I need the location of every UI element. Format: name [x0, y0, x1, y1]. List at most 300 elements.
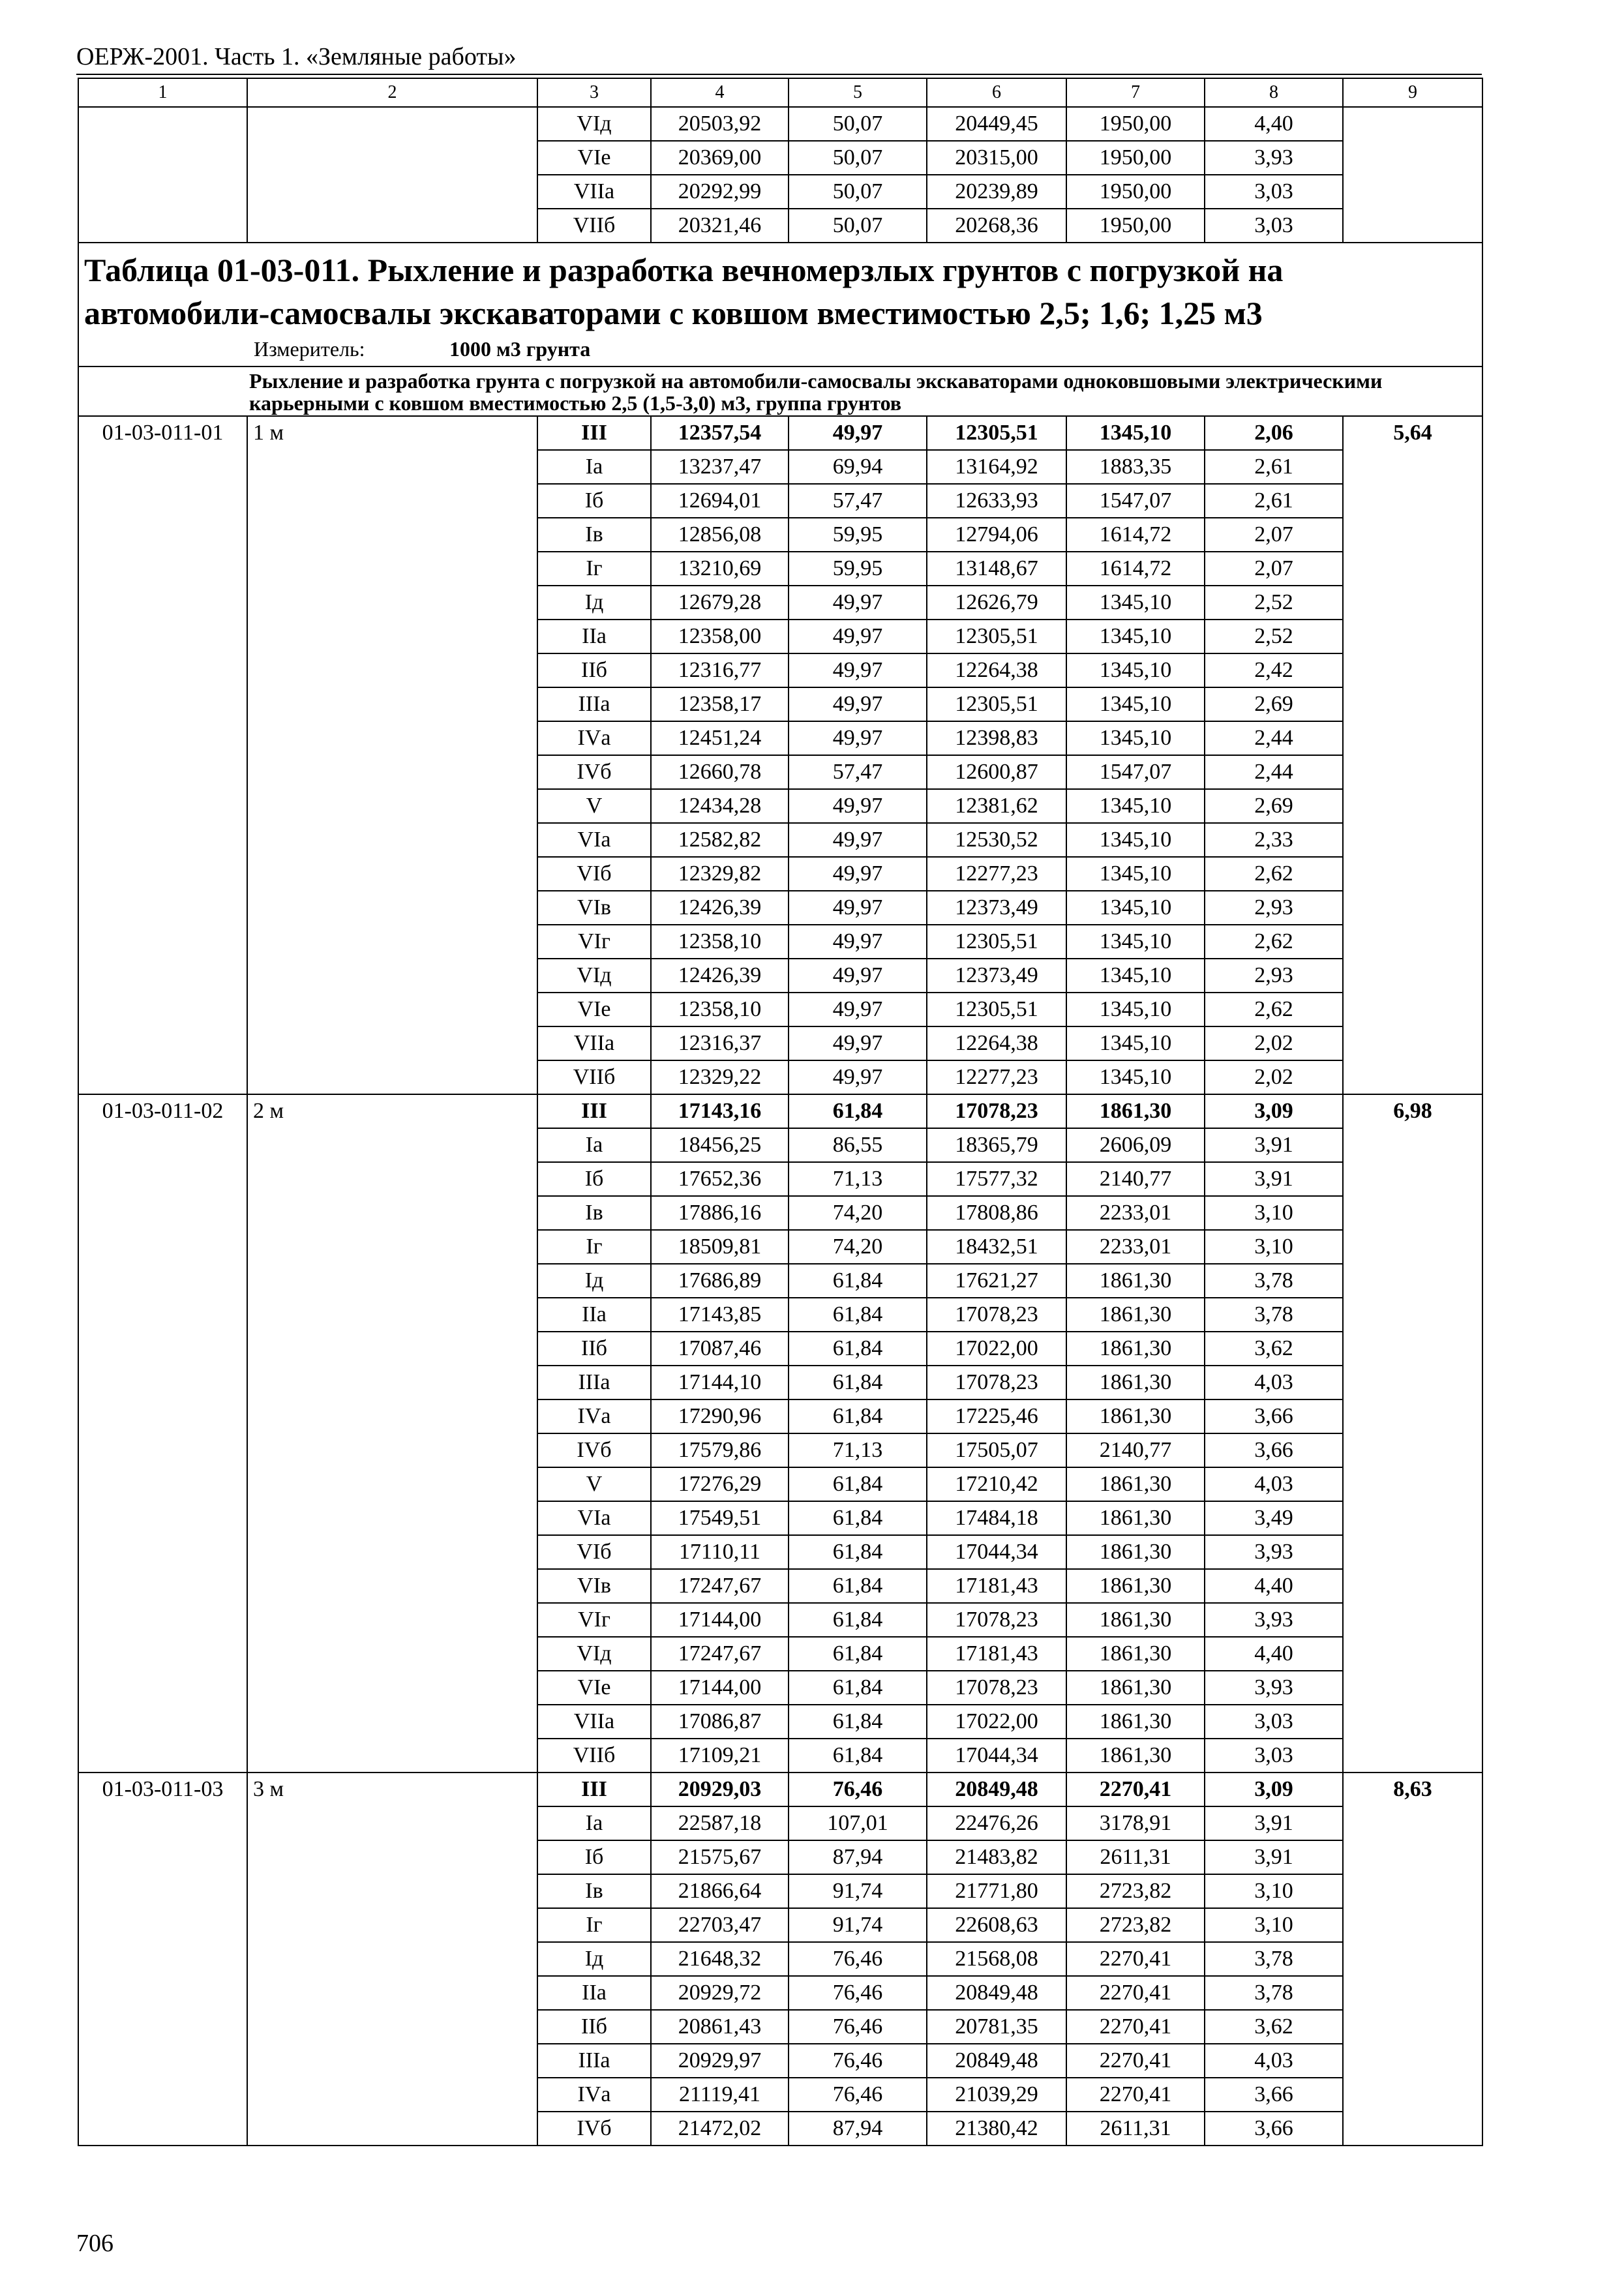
- value-cell: 21648,32: [651, 1942, 789, 1976]
- value-cell: 20449,45: [927, 107, 1066, 141]
- value-cell: IIIа: [537, 687, 651, 721]
- value-cell: 3178,91: [1066, 1806, 1205, 1840]
- value-cell: 2233,01: [1066, 1196, 1205, 1230]
- value-cell: 20315,00: [927, 141, 1066, 175]
- value-cell: 87,94: [789, 2112, 927, 2146]
- value-cell: 12426,39: [651, 959, 789, 993]
- value-cell: 2140,77: [1066, 1162, 1205, 1196]
- value-cell: 20849,48: [927, 1976, 1066, 2010]
- value-cell: 2270,41: [1066, 1976, 1205, 2010]
- value-cell: 21771,80: [927, 1874, 1066, 1908]
- value-cell: Iв: [537, 518, 651, 552]
- value-cell: 76,46: [789, 1976, 927, 2010]
- code-cell: [78, 107, 247, 243]
- value-cell: 12794,06: [927, 518, 1066, 552]
- value-cell: 61,84: [789, 1671, 927, 1705]
- value-cell: 4,40: [1205, 107, 1343, 141]
- value-cell: 3,03: [1205, 1705, 1343, 1739]
- value-cell: 1861,30: [1066, 1535, 1205, 1569]
- value-cell: 12426,39: [651, 891, 789, 925]
- value-cell: 22703,47: [651, 1908, 789, 1942]
- value-cell: Iа: [537, 1806, 651, 1840]
- value-cell: 12679,28: [651, 586, 789, 620]
- value-cell: 2270,41: [1066, 2044, 1205, 2078]
- value-cell: Iд: [537, 1264, 651, 1298]
- col9-cell: [1343, 107, 1482, 243]
- value-cell: VIIб: [537, 1739, 651, 1773]
- value-cell: 61,84: [789, 1739, 927, 1773]
- value-cell: 3,91: [1205, 1162, 1343, 1196]
- value-cell: III: [537, 1773, 651, 1806]
- value-cell: 2270,41: [1066, 2078, 1205, 2112]
- col9-cell: 6,98: [1343, 1094, 1482, 1773]
- value-cell: IIа: [537, 1298, 651, 1332]
- value-cell: 1345,10: [1066, 416, 1205, 450]
- value-cell: 12305,51: [927, 620, 1066, 653]
- value-cell: 17144,10: [651, 1366, 789, 1399]
- value-cell: 12434,28: [651, 789, 789, 823]
- value-cell: 74,20: [789, 1196, 927, 1230]
- column-number: 7: [1066, 78, 1205, 107]
- col9-cell: 8,63: [1343, 1773, 1482, 2146]
- value-cell: 2,93: [1205, 891, 1343, 925]
- value-cell: 12358,00: [651, 620, 789, 653]
- title-row: [78, 243, 1482, 367]
- value-cell: 22476,26: [927, 1806, 1066, 1840]
- value-cell: 1861,30: [1066, 1264, 1205, 1298]
- value-cell: 49,97: [789, 653, 927, 687]
- value-cell: 1950,00: [1066, 141, 1205, 175]
- value-cell: 1861,30: [1066, 1366, 1205, 1399]
- value-cell: 2,06: [1205, 416, 1343, 450]
- value-cell: 1861,30: [1066, 1332, 1205, 1366]
- value-cell: 18509,81: [651, 1230, 789, 1264]
- value-cell: Iа: [537, 1128, 651, 1162]
- value-cell: IVа: [537, 2078, 651, 2112]
- value-cell: 12329,22: [651, 1060, 789, 1094]
- description-cell: 2 м: [247, 1094, 537, 1773]
- value-cell: 20929,72: [651, 1976, 789, 2010]
- code-cell: 01-03-011-01: [78, 416, 247, 1094]
- value-cell: Iб: [537, 1162, 651, 1196]
- value-cell: 3,49: [1205, 1501, 1343, 1535]
- value-cell: 21039,29: [927, 2078, 1066, 2112]
- value-cell: 1345,10: [1066, 687, 1205, 721]
- column-number: 9: [1343, 78, 1482, 107]
- value-cell: 17144,00: [651, 1671, 789, 1705]
- value-cell: VIд: [537, 959, 651, 993]
- column-number: 1: [78, 78, 247, 107]
- value-cell: VIа: [537, 1501, 651, 1535]
- value-cell: 59,95: [789, 518, 927, 552]
- value-cell: IVа: [537, 721, 651, 755]
- value-cell: 61,84: [789, 1705, 927, 1739]
- value-cell: Iа: [537, 450, 651, 484]
- value-cell: 1614,72: [1066, 518, 1205, 552]
- value-cell: 3,78: [1205, 1264, 1343, 1298]
- value-cell: 12373,49: [927, 891, 1066, 925]
- value-cell: 17808,86: [927, 1196, 1066, 1230]
- value-cell: 22587,18: [651, 1806, 789, 1840]
- page-header: ОЕРЖ-2001. Часть 1. «Земляные работы»: [76, 43, 517, 70]
- column-number: 2: [247, 78, 537, 107]
- table-row: [78, 1094, 1482, 1128]
- value-cell: 1345,10: [1066, 925, 1205, 959]
- value-cell: 20268,36: [927, 209, 1066, 243]
- value-cell: VIа: [537, 823, 651, 857]
- value-cell: 2140,77: [1066, 1433, 1205, 1467]
- value-cell: 1950,00: [1066, 175, 1205, 209]
- value-cell: 3,78: [1205, 1942, 1343, 1976]
- value-cell: 2,69: [1205, 789, 1343, 823]
- value-cell: 2723,82: [1066, 1874, 1205, 1908]
- table-row: [78, 107, 1482, 141]
- column-number-row: [78, 78, 1482, 107]
- value-cell: IVа: [537, 1399, 651, 1433]
- value-cell: 17078,23: [927, 1298, 1066, 1332]
- value-cell: III: [537, 1094, 651, 1128]
- value-cell: 61,84: [789, 1603, 927, 1637]
- value-cell: 61,84: [789, 1467, 927, 1501]
- value-cell: 12582,82: [651, 823, 789, 857]
- value-cell: 4,03: [1205, 2044, 1343, 2078]
- value-cell: 49,97: [789, 687, 927, 721]
- value-cell: IIIа: [537, 1366, 651, 1399]
- value-cell: 1861,30: [1066, 1399, 1205, 1433]
- value-cell: 3,10: [1205, 1874, 1343, 1908]
- value-cell: VIб: [537, 857, 651, 891]
- value-cell: 61,84: [789, 1332, 927, 1366]
- value-cell: 49,97: [789, 959, 927, 993]
- value-cell: 76,46: [789, 2078, 927, 2112]
- value-cell: Iг: [537, 1908, 651, 1942]
- value-cell: IIIа: [537, 2044, 651, 2078]
- value-cell: 12626,79: [927, 586, 1066, 620]
- value-cell: IVб: [537, 755, 651, 789]
- value-cell: 18456,25: [651, 1128, 789, 1162]
- value-cell: 49,97: [789, 1060, 927, 1094]
- value-cell: 49,97: [789, 789, 927, 823]
- value-cell: 17022,00: [927, 1705, 1066, 1739]
- value-cell: 12357,54: [651, 416, 789, 450]
- value-cell: 61,84: [789, 1535, 927, 1569]
- value-cell: 21119,41: [651, 2078, 789, 2112]
- value-cell: 12856,08: [651, 518, 789, 552]
- measure-value: 1000 м3 грунта: [449, 337, 591, 361]
- value-cell: 2270,41: [1066, 1773, 1205, 1806]
- value-cell: 17087,46: [651, 1332, 789, 1366]
- title-cell: [78, 243, 1482, 367]
- value-cell: 1950,00: [1066, 209, 1205, 243]
- value-cell: 1345,10: [1066, 1026, 1205, 1060]
- value-cell: IIб: [537, 1332, 651, 1366]
- value-cell: 17078,23: [927, 1671, 1066, 1705]
- value-cell: 1345,10: [1066, 891, 1205, 925]
- value-cell: 17505,07: [927, 1433, 1066, 1467]
- value-cell: 21472,02: [651, 2112, 789, 2146]
- value-cell: 1861,30: [1066, 1569, 1205, 1603]
- value-cell: 17109,21: [651, 1739, 789, 1773]
- value-cell: 12373,49: [927, 959, 1066, 993]
- value-cell: 2,02: [1205, 1060, 1343, 1094]
- value-cell: 20929,03: [651, 1773, 789, 1806]
- value-cell: 49,97: [789, 416, 927, 450]
- value-cell: 12305,51: [927, 925, 1066, 959]
- value-cell: 17686,89: [651, 1264, 789, 1298]
- value-cell: 13210,69: [651, 552, 789, 586]
- value-cell: 1345,10: [1066, 620, 1205, 653]
- value-cell: 71,13: [789, 1162, 927, 1196]
- value-cell: 12530,52: [927, 823, 1066, 857]
- value-cell: 2,44: [1205, 721, 1343, 755]
- value-cell: 2,93: [1205, 959, 1343, 993]
- value-cell: 2,42: [1205, 653, 1343, 687]
- value-cell: Iг: [537, 552, 651, 586]
- value-cell: 91,74: [789, 1874, 927, 1908]
- value-cell: IIб: [537, 653, 651, 687]
- value-cell: 17143,85: [651, 1298, 789, 1332]
- column-number: 4: [651, 78, 789, 107]
- value-cell: 17484,18: [927, 1501, 1066, 1535]
- value-cell: 49,97: [789, 586, 927, 620]
- value-cell: 2,62: [1205, 925, 1343, 959]
- value-cell: 49,97: [789, 721, 927, 755]
- value-cell: 50,07: [789, 141, 927, 175]
- value-cell: 3,66: [1205, 1399, 1343, 1433]
- value-cell: IIб: [537, 2010, 651, 2044]
- value-cell: 2,52: [1205, 586, 1343, 620]
- value-cell: 49,97: [789, 891, 927, 925]
- value-cell: 2270,41: [1066, 2010, 1205, 2044]
- value-cell: 1861,30: [1066, 1501, 1205, 1535]
- value-cell: 1345,10: [1066, 789, 1205, 823]
- value-cell: 12277,23: [927, 857, 1066, 891]
- value-cell: 21866,64: [651, 1874, 789, 1908]
- value-cell: VIIб: [537, 1060, 651, 1094]
- value-cell: IIа: [537, 1976, 651, 2010]
- value-cell: 17181,43: [927, 1637, 1066, 1671]
- estimate-table: [78, 78, 1483, 2146]
- value-cell: 20503,92: [651, 107, 789, 141]
- value-cell: 3,66: [1205, 2078, 1343, 2112]
- value-cell: 3,66: [1205, 1433, 1343, 1467]
- value-cell: 12694,01: [651, 484, 789, 518]
- value-cell: VIг: [537, 1603, 651, 1637]
- value-cell: 2611,31: [1066, 1840, 1205, 1874]
- value-cell: 76,46: [789, 1773, 927, 1806]
- value-cell: 17290,96: [651, 1399, 789, 1433]
- value-cell: 50,07: [789, 107, 927, 141]
- value-cell: 21575,67: [651, 1840, 789, 1874]
- value-cell: 20239,89: [927, 175, 1066, 209]
- value-cell: Iб: [537, 484, 651, 518]
- value-cell: VIе: [537, 141, 651, 175]
- value-cell: 2270,41: [1066, 1942, 1205, 1976]
- value-cell: 3,93: [1205, 1535, 1343, 1569]
- value-cell: 49,97: [789, 993, 927, 1026]
- value-cell: 12305,51: [927, 416, 1066, 450]
- value-cell: IIа: [537, 620, 651, 653]
- value-cell: 1547,07: [1066, 755, 1205, 789]
- value-cell: 1345,10: [1066, 653, 1205, 687]
- value-cell: 2,62: [1205, 993, 1343, 1026]
- value-cell: VIд: [537, 1637, 651, 1671]
- value-cell: 2606,09: [1066, 1128, 1205, 1162]
- description-cell: [247, 107, 537, 243]
- value-cell: 17652,36: [651, 1162, 789, 1196]
- value-cell: VIIа: [537, 1026, 651, 1060]
- value-cell: 3,91: [1205, 1840, 1343, 1874]
- value-cell: 49,97: [789, 925, 927, 959]
- value-cell: 12381,62: [927, 789, 1066, 823]
- value-cell: 20321,46: [651, 209, 789, 243]
- value-cell: 50,07: [789, 175, 927, 209]
- value-cell: 3,93: [1205, 141, 1343, 175]
- value-cell: 12600,87: [927, 755, 1066, 789]
- value-cell: 87,94: [789, 1840, 927, 1874]
- value-cell: 71,13: [789, 1433, 927, 1467]
- value-cell: 57,47: [789, 755, 927, 789]
- value-cell: 3,78: [1205, 1298, 1343, 1332]
- value-cell: 2233,01: [1066, 1230, 1205, 1264]
- value-cell: 3,10: [1205, 1196, 1343, 1230]
- value-cell: 12358,10: [651, 993, 789, 1026]
- value-cell: 17225,46: [927, 1399, 1066, 1433]
- value-cell: VIIа: [537, 175, 651, 209]
- value-cell: 57,47: [789, 484, 927, 518]
- value-cell: 12305,51: [927, 687, 1066, 721]
- value-cell: 61,84: [789, 1399, 927, 1433]
- value-cell: 18432,51: [927, 1230, 1066, 1264]
- value-cell: 21568,08: [927, 1942, 1066, 1976]
- value-cell: 3,62: [1205, 2010, 1343, 2044]
- col9-cell: 5,64: [1343, 416, 1482, 1094]
- value-cell: 1861,30: [1066, 1603, 1205, 1637]
- value-cell: 17044,34: [927, 1739, 1066, 1773]
- value-cell: 3,03: [1205, 175, 1343, 209]
- value-cell: 12633,93: [927, 484, 1066, 518]
- value-cell: 12451,24: [651, 721, 789, 755]
- value-cell: 3,03: [1205, 1739, 1343, 1773]
- value-cell: 1345,10: [1066, 586, 1205, 620]
- description-cell: 3 м: [247, 1773, 537, 2146]
- value-cell: 17022,00: [927, 1332, 1066, 1366]
- value-cell: 61,84: [789, 1366, 927, 1399]
- value-cell: VIг: [537, 925, 651, 959]
- column-number: 3: [537, 78, 651, 107]
- value-cell: 1861,30: [1066, 1094, 1205, 1128]
- value-cell: 12329,82: [651, 857, 789, 891]
- column-number: 6: [927, 78, 1066, 107]
- value-cell: Iб: [537, 1840, 651, 1874]
- value-cell: 1861,30: [1066, 1298, 1205, 1332]
- value-cell: 13237,47: [651, 450, 789, 484]
- value-cell: 20292,99: [651, 175, 789, 209]
- code-cell: 01-03-011-03: [78, 1773, 247, 2146]
- value-cell: 107,01: [789, 1806, 927, 1840]
- value-cell: 2,44: [1205, 755, 1343, 789]
- value-cell: 61,84: [789, 1094, 927, 1128]
- value-cell: 3,93: [1205, 1603, 1343, 1637]
- value-cell: III: [537, 416, 651, 450]
- value-cell: 86,55: [789, 1128, 927, 1162]
- value-cell: Iд: [537, 586, 651, 620]
- table-title: Таблица 01-03-011. Рыхление и разработка вечномерзлых грунтов с погрузкой на автомобили-самосвалы экскаваторами с ковшом вместимостью 2,5; 1,6; 1,25 м3: [84, 252, 1284, 331]
- value-cell: 17886,16: [651, 1196, 789, 1230]
- value-cell: 1861,30: [1066, 1739, 1205, 1773]
- table-row: [78, 416, 1482, 450]
- value-cell: 17143,16: [651, 1094, 789, 1128]
- value-cell: 4,40: [1205, 1637, 1343, 1671]
- value-cell: 3,10: [1205, 1230, 1343, 1264]
- value-cell: 2,02: [1205, 1026, 1343, 1060]
- value-cell: VIд: [537, 107, 651, 141]
- value-cell: 49,97: [789, 857, 927, 891]
- value-cell: 12358,10: [651, 925, 789, 959]
- value-cell: 91,74: [789, 1908, 927, 1942]
- value-cell: Iг: [537, 1230, 651, 1264]
- value-cell: 1950,00: [1066, 107, 1205, 141]
- value-cell: 2,33: [1205, 823, 1343, 857]
- page-number: 706: [76, 2230, 113, 2257]
- value-cell: 61,84: [789, 1501, 927, 1535]
- value-cell: 2,69: [1205, 687, 1343, 721]
- measure-row: [254, 335, 1477, 363]
- value-cell: 20861,43: [651, 2010, 789, 2044]
- value-cell: 17549,51: [651, 1501, 789, 1535]
- value-cell: 17044,34: [927, 1535, 1066, 1569]
- value-cell: 17621,27: [927, 1264, 1066, 1298]
- value-cell: 59,95: [789, 552, 927, 586]
- value-cell: 3,93: [1205, 1671, 1343, 1705]
- value-cell: 61,84: [789, 1569, 927, 1603]
- value-cell: 12316,37: [651, 1026, 789, 1060]
- value-cell: 12264,38: [927, 653, 1066, 687]
- value-cell: IVб: [537, 2112, 651, 2146]
- value-cell: 3,91: [1205, 1128, 1343, 1162]
- value-cell: 2,52: [1205, 620, 1343, 653]
- value-cell: V: [537, 789, 651, 823]
- value-cell: 74,20: [789, 1230, 927, 1264]
- value-cell: 1614,72: [1066, 552, 1205, 586]
- value-cell: 17086,87: [651, 1705, 789, 1739]
- value-cell: 12305,51: [927, 993, 1066, 1026]
- value-cell: VIе: [537, 1671, 651, 1705]
- value-cell: 17577,32: [927, 1162, 1066, 1196]
- value-cell: 1345,10: [1066, 993, 1205, 1026]
- value-cell: 1345,10: [1066, 721, 1205, 755]
- value-cell: 20849,48: [927, 2044, 1066, 2078]
- value-cell: 12398,83: [927, 721, 1066, 755]
- value-cell: 76,46: [789, 2044, 927, 2078]
- value-cell: 17078,23: [927, 1094, 1066, 1128]
- value-cell: 21380,42: [927, 2112, 1066, 2146]
- value-cell: 17247,67: [651, 1637, 789, 1671]
- value-cell: 1345,10: [1066, 857, 1205, 891]
- value-cell: V: [537, 1467, 651, 1501]
- subheading-row: [78, 367, 1482, 416]
- value-cell: 61,84: [789, 1637, 927, 1671]
- value-cell: 3,03: [1205, 209, 1343, 243]
- value-cell: 4,03: [1205, 1467, 1343, 1501]
- value-cell: 4,03: [1205, 1366, 1343, 1399]
- value-cell: 20369,00: [651, 141, 789, 175]
- value-cell: VIIа: [537, 1705, 651, 1739]
- value-cell: 49,97: [789, 823, 927, 857]
- value-cell: 3,09: [1205, 1773, 1343, 1806]
- value-cell: 13148,67: [927, 552, 1066, 586]
- value-cell: 2,07: [1205, 518, 1343, 552]
